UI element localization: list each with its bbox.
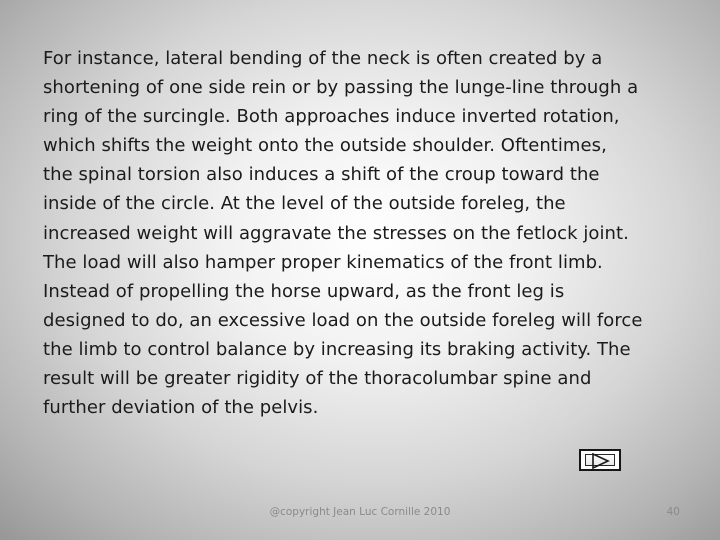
footer-copyright: @copyright Jean Luc Cornille 2010 [269,506,451,518]
body-line: result will be greater rigidity of the thoracolumbar spine and [43,368,592,390]
body-line: Instead of propelling the horse upward, as the front leg is [43,280,565,302]
body-line: The load will also hamper proper kinematics of the front limb. [43,251,603,273]
body-line: increased weight will aggravate the stresses on the fetlock joint. [43,222,629,244]
body-line: For instance, lateral bending of the neck is often created by a [43,48,603,69]
body-line: the spinal torsion also induces a shift of the croup toward the [43,164,600,186]
play-triangle-icon [589,452,611,470]
next-slide-button[interactable] [579,449,621,471]
body-line: inside of the circle. At the level of the outside foreleg, the [43,193,566,215]
body-line: which shifts the weight onto the outside shoulder. Oftentimes, [43,135,607,157]
body-line: ring of the surcingle. Both approaches induce inverted rotation, [43,106,620,128]
body-line: the limb to control balance by increasing its braking activity. The [43,338,631,360]
body-line: shortening of one side rein or by passing the lunge-line through a [43,77,639,99]
page-number: 40 [666,506,680,518]
body-line: further deviation of the pelvis. [43,397,319,419]
body-paragraph [43,44,693,422]
body-line: designed to do, an excessive load on the outside foreleg will force [43,309,643,331]
